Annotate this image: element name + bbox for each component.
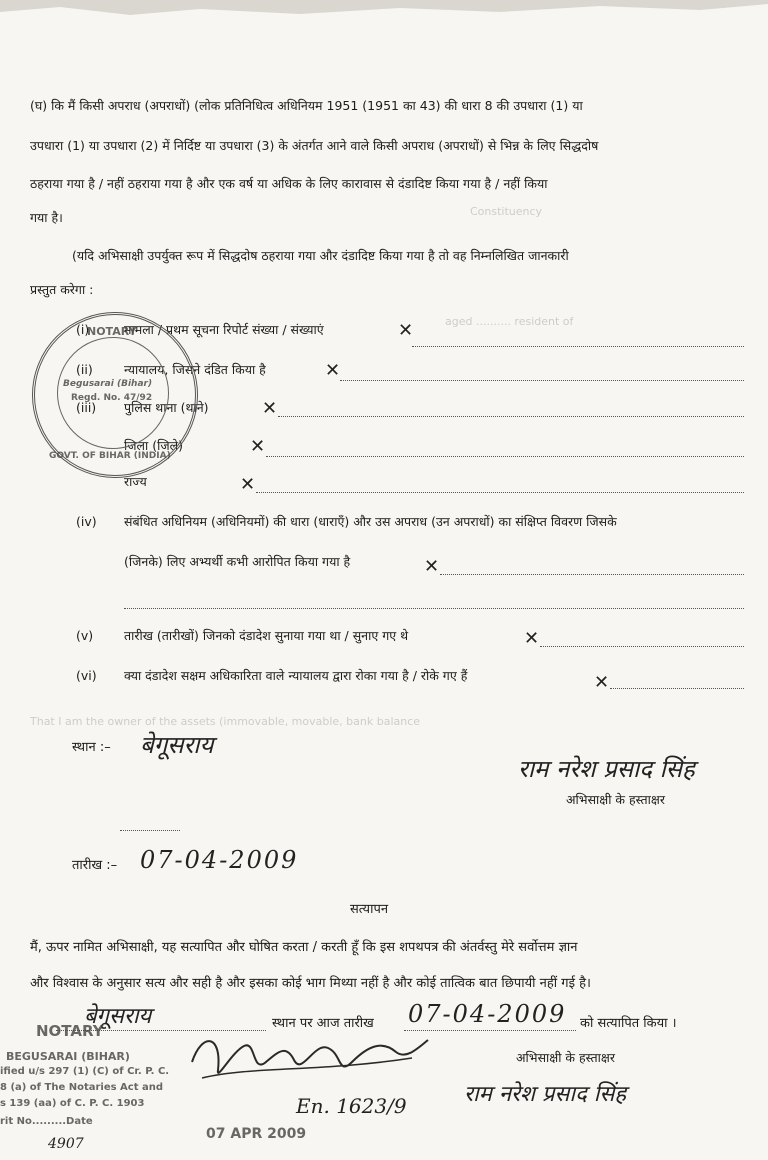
notary-round-seal bbox=[32, 312, 198, 478]
notary-stamp-line6: rit No.........Date bbox=[0, 1116, 93, 1127]
item-vi-number: (vi) bbox=[76, 668, 97, 683]
verification-date-handwritten: 07-04-2009 bbox=[408, 1000, 567, 1028]
item-iii-cross-mark: ✕ bbox=[262, 398, 278, 419]
item-iii-blank bbox=[278, 416, 744, 417]
verification-end-text: को सत्यापित किया । bbox=[580, 1016, 677, 1031]
item-iii-label: पुलिस थाना (थाने) bbox=[124, 400, 209, 415]
para1-line1: (घ) कि मैं किसी अपराध (अपराधों) (लोक प्रतिनिधित्व अधिनियम 1951 (1951 का 43) की धारा 8 की उपधारा (1) या bbox=[30, 98, 583, 113]
notary-register-number: 4907 bbox=[48, 1136, 84, 1152]
enrolment-number-handwritten: En. 1623/9 bbox=[296, 1094, 407, 1118]
item-iii-district-blank bbox=[266, 456, 744, 457]
notary-stamp-line3: ified u/s 297 (1) (C) of Cr. P. C. bbox=[0, 1066, 170, 1077]
item-ii-number: (ii) bbox=[76, 362, 93, 377]
item-iv-cross-mark: ✕ bbox=[424, 556, 440, 577]
item-v-blank bbox=[540, 646, 744, 647]
place-handwritten-value: बेगूसराय bbox=[140, 731, 214, 759]
para1-line2: उपधारा (1) या उपधारा (2) में निर्दिष्ट या उपधारा (3) के अंतर्गत आने वाले किसी अपराध (अपराधों) से भिन्न के लिए सिद्धदोष bbox=[30, 138, 599, 153]
notary-stamp-line4: 8 (a) of The Notaries Act and bbox=[0, 1082, 164, 1093]
date-faint-dots bbox=[120, 830, 180, 831]
place-label: स्थान :– bbox=[72, 740, 111, 755]
notary-date-stamp: 07 APR 2009 bbox=[206, 1126, 307, 1142]
verification-deponent-signature: राम नरेश प्रसाद सिंह bbox=[464, 1082, 627, 1107]
item-v-label: तारीख (तारीखों) जिनको दंडादेश सुनाया गया था / सुनाए गए थे bbox=[124, 628, 409, 643]
item-vi-label: क्या दंडादेश सक्षम अधिकारिता वाले न्यायालय द्वारा रोका गया है / रोके गए हैं bbox=[124, 668, 468, 683]
verification-heading: सत्यापन bbox=[350, 902, 389, 917]
item-iii-number: (iii) bbox=[76, 400, 97, 415]
para2-line2: प्रस्तुत करेगा : bbox=[30, 282, 94, 297]
para1-line3: ठहराया गया है / नहीं ठहराया गया है और एक वर्ष या अधिक के लिए कारावास से दंडादिष्ट किया गया है / नहीं किया bbox=[30, 176, 548, 191]
item-vi-blank bbox=[610, 688, 744, 689]
seal-top-text: NOTARY bbox=[87, 325, 137, 338]
item-iv-line1: संबंधित अधिनियम (अधिनियमों) की धारा (धाराएँ) और उस अपराध (उन अपराधों) का संक्षिप्त विवरण जिसके bbox=[124, 514, 617, 529]
deponent-signature: राम नरेश प्रसाद सिंह bbox=[518, 755, 695, 783]
item-i-number: (i) bbox=[76, 322, 90, 337]
notary-stamp-title: NOTARY bbox=[36, 1022, 104, 1040]
verification-place-handwritten: बेगूसराय bbox=[84, 1004, 152, 1029]
item-iii-district-label: जिला (जिले) bbox=[124, 438, 183, 453]
date-label: तारीख :– bbox=[72, 858, 118, 873]
item-i-blank bbox=[412, 346, 744, 347]
item-iv-number: (iv) bbox=[76, 514, 97, 529]
bleed-through-text: Constituency bbox=[470, 205, 543, 218]
item-ii-label: न्यायालय, जिसने दंडित किया है bbox=[124, 362, 266, 377]
item-vi-cross-mark: ✕ bbox=[594, 672, 610, 693]
torn-top-edge bbox=[0, 0, 768, 16]
notary-stamp-line2: BEGUSARAI (BIHAR) bbox=[6, 1050, 130, 1063]
item-iii-state-blank bbox=[256, 492, 744, 493]
item-iii-state-label: राज्य bbox=[124, 474, 147, 489]
item-iii-state-cross-mark: ✕ bbox=[240, 474, 256, 495]
item-ii-cross-mark: ✕ bbox=[325, 360, 341, 381]
item-v-cross-mark: ✕ bbox=[524, 628, 540, 649]
verification-line2: और विश्वास के अनुसार सत्य और सही है और इसका कोई भाग मिथ्या नहीं है और कोई तात्विक बात छिपायी नहीं गई है। bbox=[30, 976, 591, 991]
item-i-label: मामला / प्रथम सूचना रिपोर्ट संख्या / संख्याएं bbox=[124, 322, 324, 337]
verification-signature-caption: अभिसाक्षी के हस्ताक्षर bbox=[516, 1050, 615, 1065]
item-v-number: (v) bbox=[76, 628, 94, 643]
para2-line1: (यदि अभिसाक्षी उपर्युक्त रूप में सिद्धदोष ठहराया गया और दंडादिष्ट किया गया है तो वह निम्नलिखित जानकारी bbox=[72, 248, 569, 263]
notary-signature bbox=[182, 1022, 432, 1092]
bleed-through-text: That I am the owner of the assets (immovable, movable, bank balance bbox=[30, 715, 421, 728]
seal-bottom-text: GOVT. OF BIHAR (INDIA) bbox=[49, 451, 171, 461]
date-handwritten-value: 07-04-2009 bbox=[140, 846, 299, 874]
notary-stamp-line5: s 139 (aa) of C. P. C. 1903 bbox=[0, 1098, 145, 1109]
item-i-cross-mark: ✕ bbox=[398, 320, 414, 341]
bleed-through-text: aged .......... resident of bbox=[445, 315, 574, 328]
item-iii-district-cross-mark: ✕ bbox=[250, 436, 266, 457]
seal-middle-text: Begusarai (Bihar) bbox=[63, 379, 153, 389]
signature-caption: अभिसाक्षी के हस्ताक्षर bbox=[566, 792, 665, 807]
verification-place-text: स्थान पर आज तारीख bbox=[272, 1016, 374, 1031]
item-ii-blank bbox=[340, 380, 744, 381]
item-iv-blank bbox=[440, 574, 744, 575]
item-iv-blank-2 bbox=[124, 608, 744, 609]
seal-reg-text: Regd. No. 47/92 bbox=[71, 393, 153, 403]
verification-line1: मैं, ऊपर नामित अभिसाक्षी, यह सत्यापित और घोषित करता / करती हूँ कि इस शपथपत्र की अंतर्वस्तु मेरे सर्वोत्तम ज्ञान bbox=[30, 940, 578, 955]
para1-line4: गया है। bbox=[30, 210, 63, 225]
item-iv-line2: (जिनके) लिए अभ्यर्थी कभी आरोपित किया गया है bbox=[124, 554, 351, 569]
